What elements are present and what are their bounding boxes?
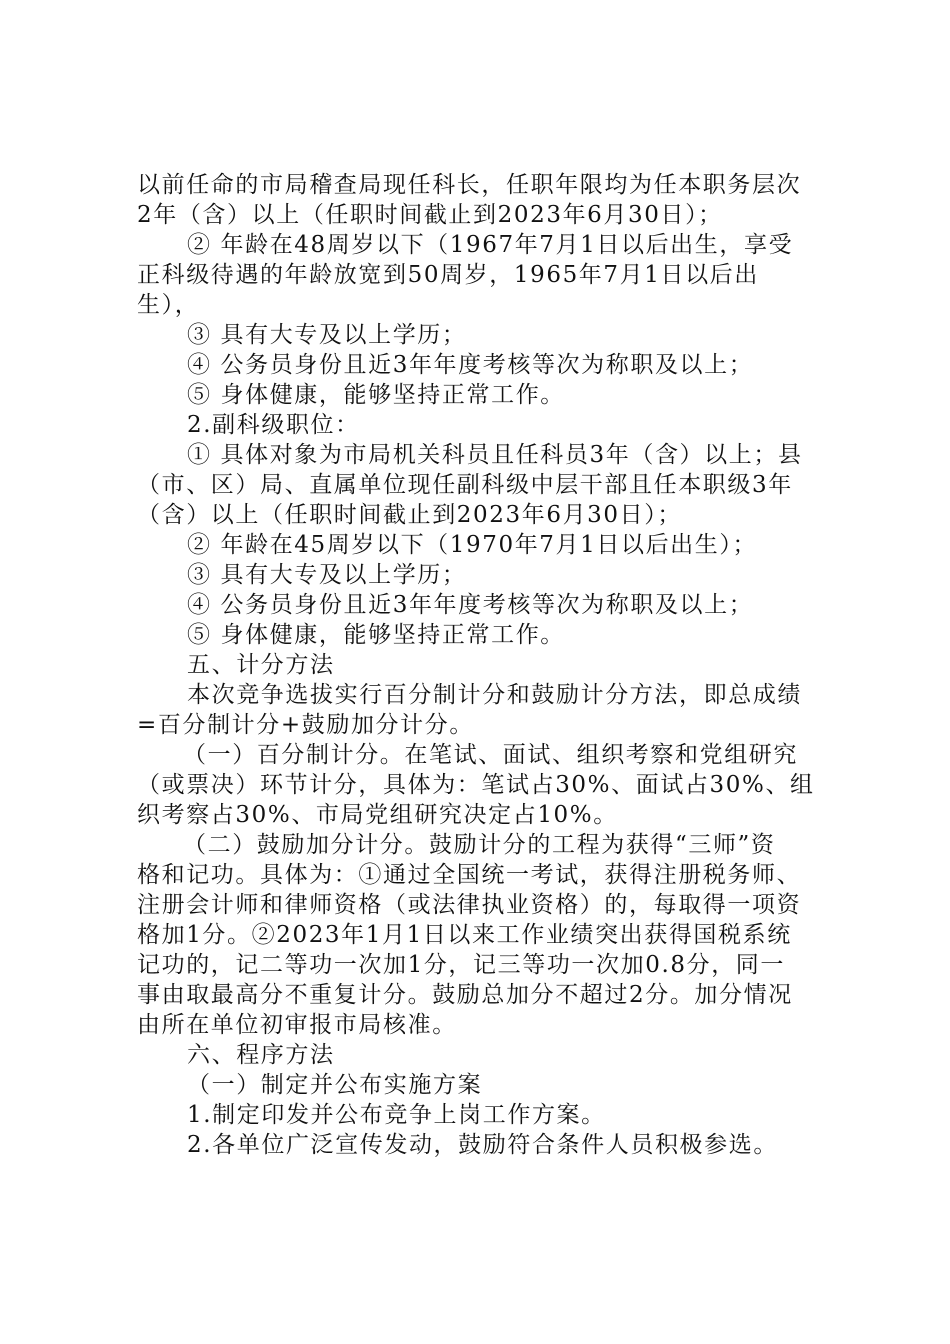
text-line: 事由取最高分不重复计分。鼓励总加分不超过2分。加分情况: [137, 982, 793, 1008]
text-line: 格和记功。具体为：①通过全国统一考试，获得注册税务师、: [137, 862, 802, 888]
text-line: 2年（含）以上（任职时间截止到2023年6月30日）；: [137, 202, 723, 228]
text-line: ⑤ 身体健康，能够坚持正常工作。: [187, 622, 565, 648]
text-line: ④ 公务员身份且近3年年度考核等次为称职及以上；: [187, 592, 754, 618]
text-line: （二）鼓励加分计分。鼓励计分的工程为获得“三师”资: [183, 832, 776, 858]
text-line: （含）以上（任职时间截止到2023年6月30日）；: [137, 502, 682, 528]
text-line: ① 具体对象为市局机关科员且任科员3年（含）以上；县: [187, 442, 803, 468]
text-line: 生），: [137, 292, 200, 318]
text-line: 本次竞争选拔实行百分制计分和鼓励计分方法，即总成绩: [187, 682, 802, 708]
text-line: （市、区）局、直属单位现任副科级中层干部且任本职级3年: [137, 472, 793, 498]
text-line: ③ 具有大专及以上学历；: [187, 322, 467, 348]
text-line: 记功的，记二等功一次加1分，记三等功一次加0.8分，同一: [137, 952, 786, 978]
text-line: 2.各单位广泛宣传发动，鼓励符合条件人员积极参选。: [187, 1132, 778, 1158]
text-line: ④ 公务员身份且近3年年度考核等次为称职及以上；: [187, 352, 754, 378]
text-line: 织考察占30%、市局党组研究决定占10%。: [137, 802, 618, 828]
text-line: =百分制计分+鼓励加分计分。: [137, 712, 474, 738]
section-heading: 五、计分方法: [187, 652, 335, 678]
section-heading: 六、程序方法: [187, 1042, 335, 1068]
document-body: [137, 170, 825, 1160]
text-line: 以前任命的市局稽查局现任科长，任职年限均为任本职务层次: [137, 172, 802, 198]
text-line: ② 年龄在45周岁以下（1970年7月1日以后出生）；: [187, 532, 758, 558]
section-heading: 2.副科级职位：: [187, 412, 360, 438]
text-line: ⑤ 身体健康，能够坚持正常工作。: [187, 382, 565, 408]
text-line: 注册会计师和律师资格（或法律执业资格）的，每取得一项资: [137, 892, 802, 918]
text-line: （或票决）环节计分，具体为：笔试占30%、面试占30%、组: [137, 772, 815, 798]
subsection-heading: （一）制定并公布实施方案: [187, 1072, 483, 1098]
text-line: ② 年龄在48周岁以下（1967年7月1日以后出生，享受: [187, 232, 794, 258]
text-line: 正科级待遇的年龄放宽到50周岁，1965年7月1日以后出: [137, 262, 759, 288]
text-line: 格加1分。②2023年1月1日以来工作业绩突出获得国税系统: [137, 922, 792, 948]
text-line: （一）百分制计分。在笔试、面试、组织考察和党组研究: [183, 742, 798, 768]
text-line: 1.制定印发并公布竞争上岗工作方案。: [187, 1102, 606, 1128]
text-line: ③ 具有大专及以上学历；: [187, 562, 467, 588]
text-line: 由所在单位初审报市局核准。: [137, 1012, 457, 1038]
